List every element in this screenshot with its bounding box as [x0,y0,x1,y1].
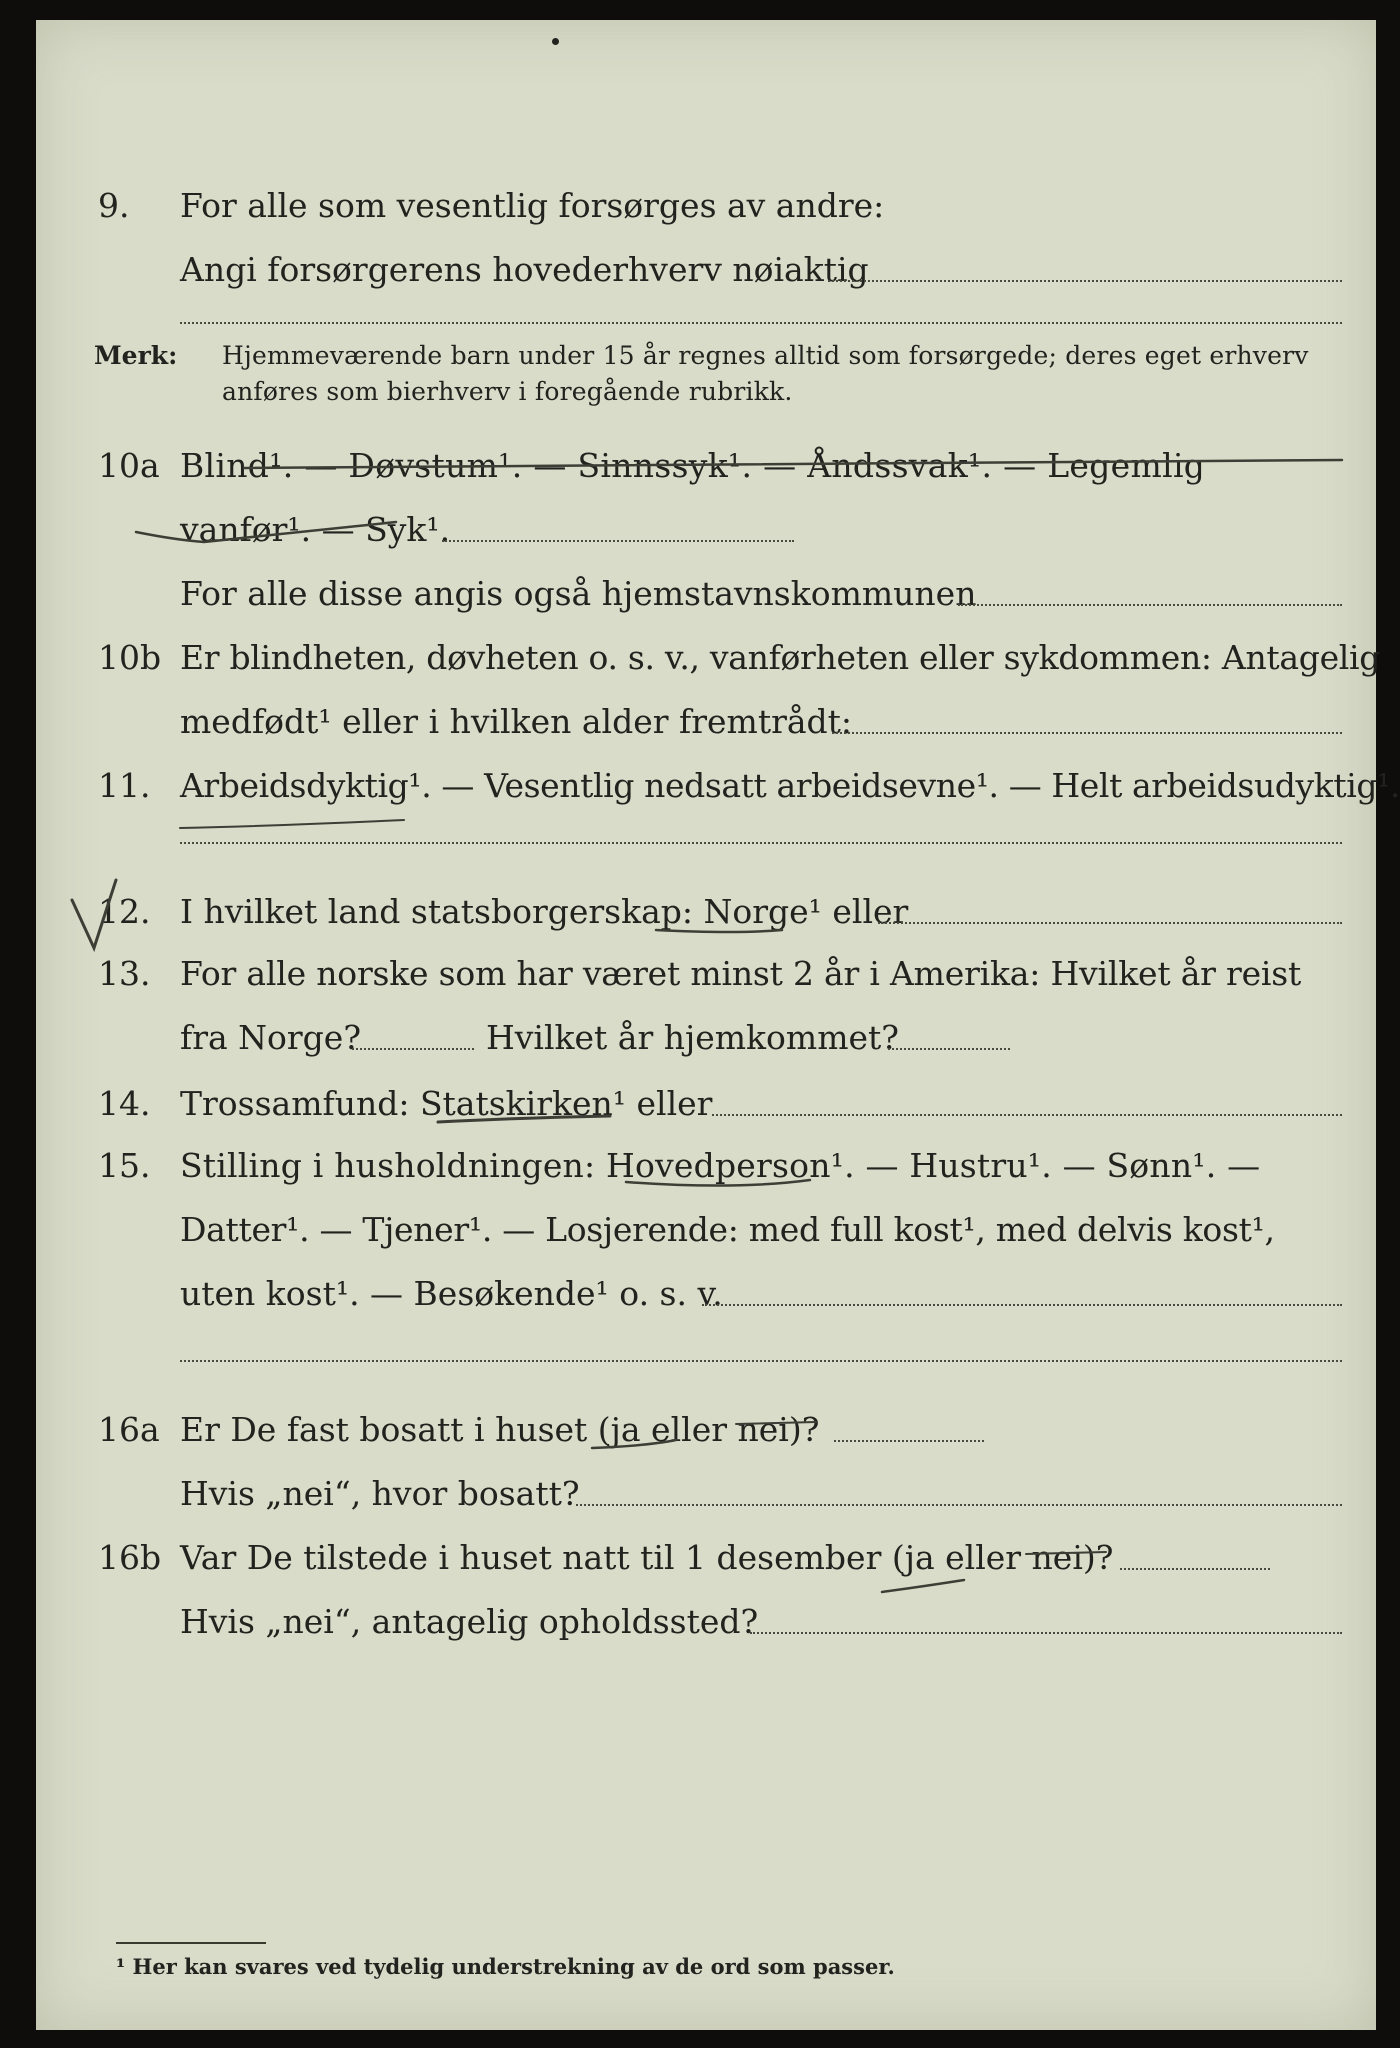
q11-number: 11. [98,766,151,805]
underline-norge [656,930,782,932]
q16a-number: 16a [98,1410,160,1449]
q9-text-1: For alle som vesentlig forsørges av andre: [180,186,885,225]
strike-10a-line1 [244,460,1342,468]
underline-statskirken [438,1116,610,1122]
q11-text-1: Arbeidsdyktig¹. — Vesentlig nedsatt arbeidsevne¹. — Helt arbeidsudyktig¹. [180,766,1400,805]
q14-number: 14. [98,1084,151,1123]
q12-number: 12. [98,892,151,931]
q16b-text-1: Var De tilstede i huset natt til 1 desember (ja eller nei)? [180,1538,1114,1577]
handwriting-marks [36,20,1376,2030]
q10b-number: 10b [98,638,162,677]
q16a-text-2: Hvis „nei“, hvor bosatt? [180,1474,580,1513]
check-mark-12 [72,880,116,948]
underline-ja-16a [592,1440,676,1448]
q15-text-1: Stilling i husholdningen: Hovedperson¹. — Hustru¹. — Sønn¹. — [180,1146,1261,1185]
q13-text-2a: fra Norge? [180,1018,362,1057]
q16b-number: 16b [98,1538,162,1577]
q12-text-1: I hvilket land statsborgerskap: Norge¹ eller [180,892,909,931]
q14-text-1: Trossamfund: Statskirken¹ eller [180,1084,713,1123]
underline-ja-16b [882,1580,964,1592]
q13-text-2b: Hvilket år hjemkommet? [486,1018,899,1057]
q16b-text-2: Hvis „nei“, antagelig opholdssted? [180,1602,759,1641]
strike-nei-16a [736,1422,816,1424]
q15-text-3: uten kost¹. — Besøkende¹ o. s. v. [180,1274,723,1313]
q9-text-2: Angi forsørgerens hovederhverv nøiaktig [180,250,869,289]
q10a-text-2: vanfør¹. — Syk¹. [180,510,451,549]
strike-10a-line2 [136,522,396,542]
q15-text-2: Datter¹. — Tjener¹. — Losjerende: med full kost¹, med delvis kost¹, [180,1210,1275,1249]
underline-arbeidsdyktig [180,820,404,828]
q10a-number: 10a [98,446,160,485]
q13-text-1: For alle norske som har været minst 2 år i Amerika: Hvilket år reist [180,954,1302,993]
merk-label: Merk: [94,341,178,370]
census-form-page [36,20,1400,2030]
footnote: ¹ Her kan svares ved tydelig understrekning av de ord som passer. [116,1954,895,1979]
q10b-text-1: Er blindheten, døvheten o. s. v., vanførheten eller sykdommen: Antagelig [180,638,1381,677]
strike-nei-16b [1026,1552,1106,1554]
underline-hovedperson [626,1180,810,1186]
q10b-text-2: medfødt¹ eller i hvilken alder fremtrådt: [180,702,853,741]
q10a-text-3: For alle disse angis også hjemstavnskommunen [180,574,977,613]
q15-number: 15. [98,1146,151,1185]
q13-number: 13. [98,954,151,993]
q9-number: 9. [98,186,130,225]
q16a-text-1: Er De fast bosatt i huset (ja eller nei)? [180,1410,820,1449]
merk-text: Hjemmeværende barn under 15 år regnes alltid som forsørgede; deres eget erhverv anføres som bierhverv i foregående rubrikk. [222,341,1309,406]
q10a-text-1: Blind¹. — Døvstum¹. — Sinnssyk¹. — Åndssvak¹. — Legemlig [180,446,1206,485]
